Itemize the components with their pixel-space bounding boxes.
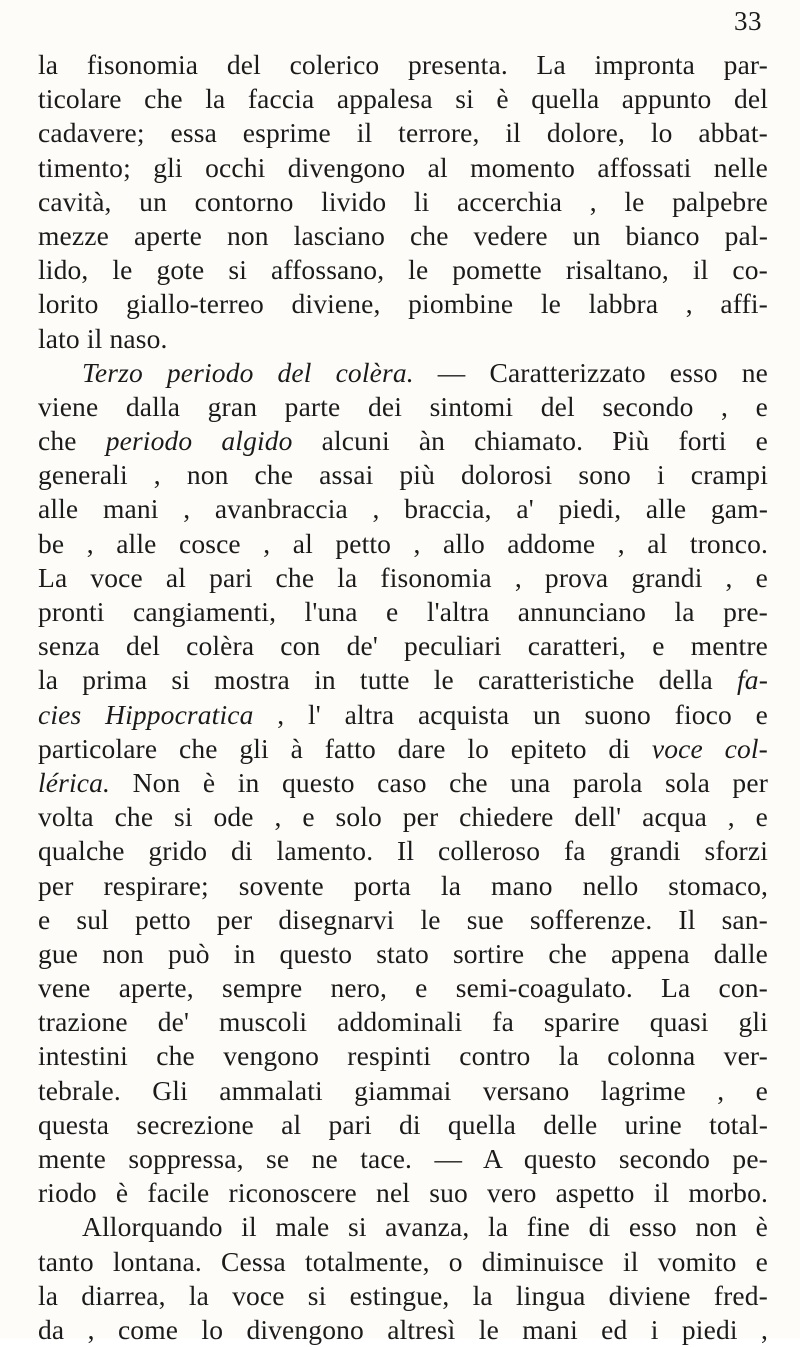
text-line: alle mani , avanbraccia , braccia, a' piedi, alle gam- bbox=[38, 493, 768, 525]
text-segment: alcuni àn chiamato. Più forti e bbox=[292, 425, 768, 457]
text-segment: Non è in questo caso che una parola sola per bbox=[110, 766, 768, 798]
text-line bbox=[38, 424, 768, 458]
text-line: qualche grido di lamento. Il colleroso fa grandi sforzi bbox=[38, 835, 768, 867]
text-line: intestini che vengono respinti contro la colonna ver- bbox=[38, 1040, 768, 1072]
text-line bbox=[38, 732, 768, 766]
text-segment: che bbox=[38, 425, 106, 457]
text-line: vene aperte, sempre nero, e semi-coagulato. La con- bbox=[38, 972, 768, 1004]
body-text bbox=[38, 48, 768, 1347]
text-line: tebrale. Gli ammalati giammai versano lagrime , e bbox=[38, 1074, 768, 1106]
text-line: gue non può in questo stato sortire che appena dalle bbox=[38, 937, 768, 969]
text-segment: — Caratterizzato esso ne bbox=[413, 356, 768, 388]
text-line: riodo è facile riconoscere nel suo vero aspetto il morbo. bbox=[38, 1177, 768, 1209]
text-segment: particolare che gli à fatto dare lo epiteto di bbox=[38, 732, 652, 764]
text-line: viene dalla gran parte dei sintomi del secondo , e bbox=[38, 390, 768, 422]
text-line: la diarrea, la voce si estingue, la lingua diviene fred- bbox=[38, 1279, 768, 1311]
text-line: per respirare; sovente porta la mano nello stomaco, bbox=[38, 869, 768, 901]
text-line: e sul petto per disegnarvi le sue sofferenze. Il san- bbox=[38, 903, 768, 935]
text-line: la fisonomia del colerico presenta. La impronta par- bbox=[38, 49, 768, 80]
text-segment: la prima si mostra in tutte le caratteristiche della bbox=[38, 664, 737, 696]
text-line: tanto lontana. Cessa totalmente, o diminuisce il vomito e bbox=[38, 1245, 768, 1277]
text-line: timento; gli occhi divengono al momento affossati nelle bbox=[38, 151, 768, 183]
text-line: questa secrezione al pari di quella delle urine total- bbox=[38, 1108, 768, 1140]
text-line: lido, le gote si affossano, le pomette risaltano, il co- bbox=[38, 254, 768, 286]
italic-text: Terzo periodo del colèra. bbox=[82, 356, 414, 388]
text-line: mezze aperte non lasciano che vedere un bianco pal- bbox=[38, 219, 768, 251]
italic-text: cies Hippocratica bbox=[38, 698, 254, 730]
italic-text: voce col- bbox=[651, 732, 768, 764]
text-line: generali , non che assai più dolorosi sono i crampi bbox=[38, 459, 768, 491]
text-line: La voce al pari che la fisonomia , prova grandi , e bbox=[38, 561, 768, 593]
text-line: da , come lo divengono altresì le mani ed i piedi , bbox=[38, 1313, 768, 1345]
text-line bbox=[38, 356, 768, 390]
text-line bbox=[38, 663, 768, 697]
text-line bbox=[38, 698, 768, 732]
text-line: lorito giallo-terreo diviene, piombine le labbra , affi- bbox=[38, 288, 768, 320]
text-line: mente soppressa, se ne tace. — A questo secondo pe- bbox=[38, 1143, 768, 1174]
text-line: volta che si ode , e solo per chiedere dell' acqua , e bbox=[38, 801, 768, 833]
text-line: be , alle cosce , al petto , allo addome , al tronco. bbox=[38, 527, 768, 559]
text-segment: , l' altra acquista un suono fioco e bbox=[253, 698, 768, 730]
text-line: senza del colèra con de' peculiari caratteri, e mentre bbox=[38, 630, 768, 662]
italic-text: fa- bbox=[737, 664, 768, 696]
text-line: cavità, un contorno livido li accerchia , le palpebre bbox=[38, 185, 768, 217]
text-line: ticolare che la faccia appalesa si è quella appunto del bbox=[38, 83, 768, 115]
text-line bbox=[38, 766, 768, 800]
text-line: Allorquando il male si avanza, la fine di esso non è bbox=[82, 1211, 768, 1243]
text-line: lato il naso. bbox=[38, 322, 168, 354]
text-line: pronti cangiamenti, l'una e l'altra annunciano la pre- bbox=[38, 596, 768, 627]
page-number: 33 bbox=[734, 6, 762, 36]
italic-text: periodo algido bbox=[105, 425, 293, 457]
italic-text: lérica. bbox=[38, 766, 111, 798]
text-line: cadavere; essa esprime il terrore, il dolore, lo abbat- bbox=[38, 117, 768, 149]
text-line: trazione de' muscoli addominali fa sparire quasi gli bbox=[38, 1006, 768, 1038]
